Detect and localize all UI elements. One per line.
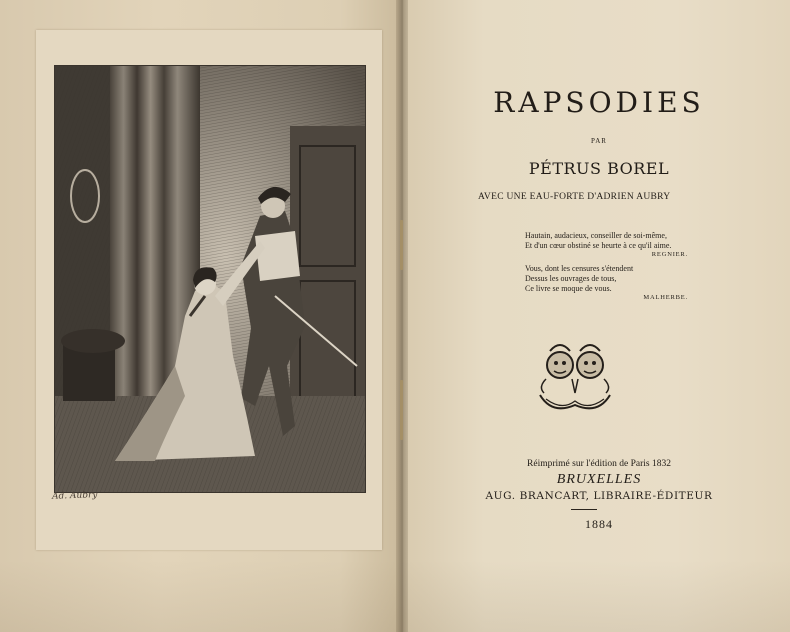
binding-thread xyxy=(400,380,403,440)
ornamental-vignette-icon xyxy=(532,335,618,424)
author-name: PÉTRUS BOREL xyxy=(528,159,670,178)
epigraph-attribution: REGNIER. xyxy=(651,251,688,258)
artist-signature: Ad. Aubry xyxy=(51,490,98,502)
epigraph-line: Hautain, audacieux, conseiller de soi-même, xyxy=(525,231,667,240)
reprint-note: Réimprimé sur l'édition de Paris 1832 xyxy=(527,459,671,469)
epigraph-line: Vous, dont les censures s'étendent xyxy=(525,264,634,273)
par-label: PAR xyxy=(591,137,607,145)
publication-year: 1884 xyxy=(585,517,613,531)
epigraph-line: Dessus les ouvrages de tous, xyxy=(525,274,617,283)
book-title: RAPSODIES xyxy=(493,86,705,119)
epigraph-line: Et d'un cœur obstiné se heurte à ce qu'il aime. xyxy=(525,241,672,250)
binding-thread xyxy=(400,220,403,270)
frontispiece-etching xyxy=(54,65,366,493)
epigraph-attribution: MALHERBE. xyxy=(643,294,688,301)
title-page xyxy=(408,0,790,632)
publisher-name: AUG. BRANCART, LIBRAIRE-ÉDITEUR xyxy=(485,490,713,502)
publication-city: BRUXELLES xyxy=(556,472,642,487)
divider-rule xyxy=(571,509,597,510)
illustration-credit: AVEC UNE EAU-FORTE D'ADRIEN AUBRY xyxy=(478,192,671,202)
epigraph-line: Ce livre se moque de vous. xyxy=(525,284,612,293)
